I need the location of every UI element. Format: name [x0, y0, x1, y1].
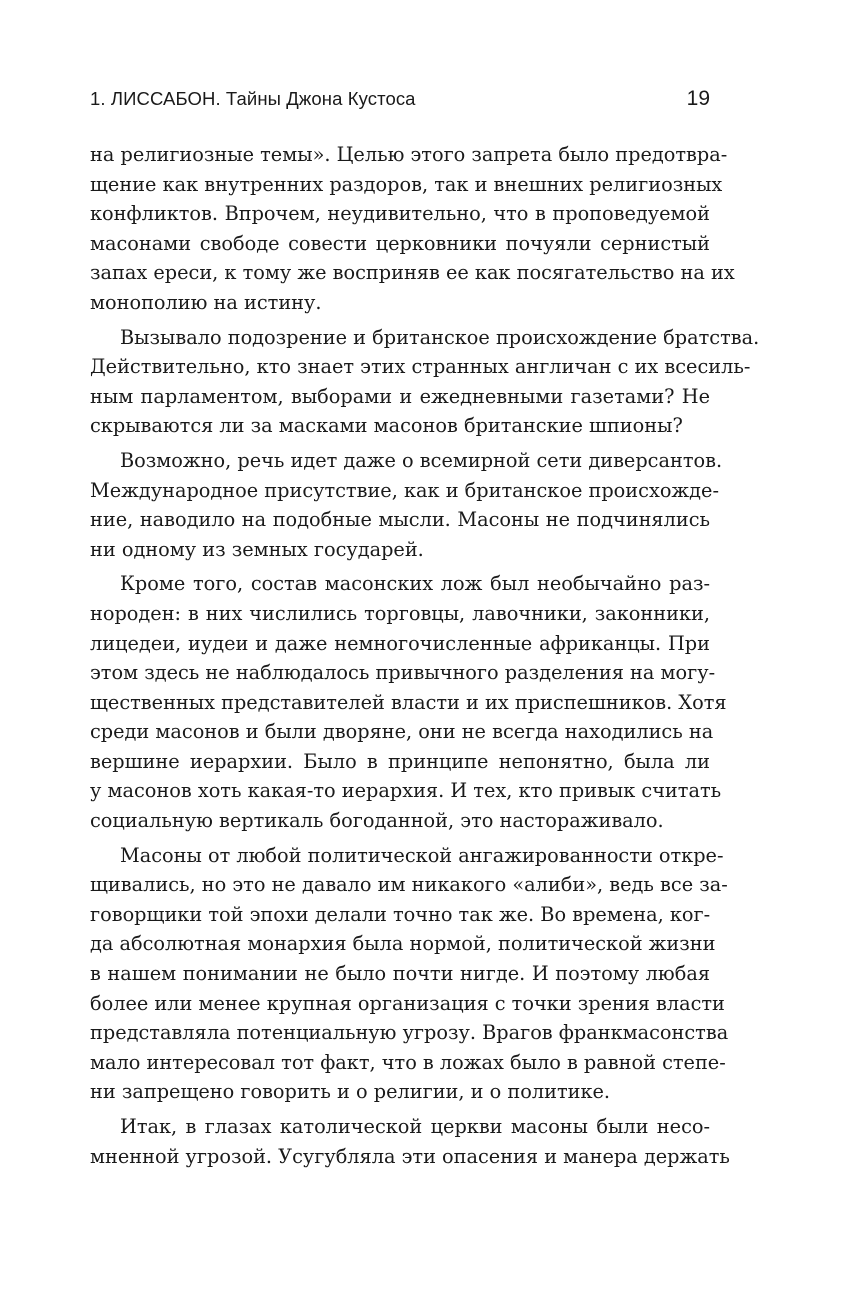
text-line: щивались, но это не давало им никакого «алиби», ведь все за- — [90, 873, 728, 897]
text-line: Масоны от любой политической ангажированности откре- — [120, 843, 724, 867]
paragraph — [90, 569, 727, 835]
paragraph — [90, 140, 735, 318]
text-line: щественных представителей власти и их приспешников. Хотя — [90, 690, 727, 714]
text-line: монополию на истину. — [90, 290, 322, 314]
text-line: вершине иерархии. Было в принципе непонятно, была ли — [90, 749, 710, 773]
text-line: скрываются ли за масками масонов британские шпионы? — [90, 414, 683, 438]
text-line: Итак, в глазах католической церкви масоны были несо- — [120, 1115, 710, 1138]
text-line: нороден: в них числились торговцы, лавочники, законники, — [90, 601, 710, 625]
text-line: лицедеи, иудеи и даже немногочисленные африканцы. При — [90, 631, 710, 655]
paragraph — [90, 446, 723, 564]
text-line: масонами свободе совести церковники почуяли сернистый — [90, 231, 710, 255]
text-line: Международное присутствие, как и британское происхожде- — [90, 478, 719, 502]
text-line: говорщики той эпохи делали точно так же. Во времена, ког- — [90, 902, 711, 926]
text-line: Действительно, кто знает этих странных англичан с их всесиль- — [90, 355, 751, 379]
text-line: ни одному из земных государей. — [90, 537, 424, 561]
text-line: на религиозные темы». Целью этого запрета было предотвра- — [90, 143, 728, 166]
text-line: конфликтов. Впрочем, неудивительно, что в проповедуемой — [90, 202, 710, 226]
text-line: представляла потенциальную угрозу. Врагов франкмасонства — [90, 1021, 729, 1045]
text-line: да абсолютная монархия была нормой, политической жизни — [90, 932, 716, 956]
running-head: 1. ЛИССАБОН. Тайны Джона Кустоса — [90, 88, 416, 109]
text-line: этом здесь не наблюдалось привычного разделения на могу- — [90, 661, 716, 685]
text-line: мненной угрозой. Усугубляла эти опасения и манера держать — [90, 1144, 730, 1168]
paragraph — [90, 841, 729, 1107]
text-line: ни запрещено говорить и о религии, и о политике. — [90, 1080, 611, 1104]
text-line: мало интересовал тот факт, что в ложах было в равной степе- — [90, 1050, 726, 1074]
text-line: Кроме того, состав масонских лож был необычайно раз- — [120, 572, 710, 596]
text-line: у масонов хоть какая-то иерархия. И тех, кто привык считать — [90, 779, 722, 803]
text-line: ным парламентом, выборами и ежедневными газетами? Не — [90, 384, 710, 408]
text-line: щение как внутренних раздоров, так и внешних религиозных — [90, 172, 723, 196]
text-line: среди масонов и были дворяне, они не всегда находились на — [90, 720, 714, 744]
paragraph — [90, 323, 760, 441]
text-line: запах ереси, к тому же восприняв ее как посягательство на их — [90, 261, 735, 285]
body-text — [90, 140, 760, 1171]
text-line: социальную вертикаль богоданной, это настораживало. — [90, 809, 664, 833]
page-number: 19 — [686, 87, 710, 110]
paragraph — [90, 1112, 730, 1171]
page-header — [90, 86, 710, 114]
text-line: Возможно, речь идет даже о всемирной сети диверсантов. — [120, 448, 723, 472]
text-line: ние, наводило на подобные мысли. Масоны не подчинялись — [90, 508, 710, 532]
text-line: Вызывало подозрение и британское происхождение братства. — [120, 325, 760, 349]
text-line: в нашем понимании не было почти нигде. И поэтому любая — [90, 962, 710, 986]
text-line: более или менее крупная организация с точки зрения власти — [90, 991, 725, 1015]
